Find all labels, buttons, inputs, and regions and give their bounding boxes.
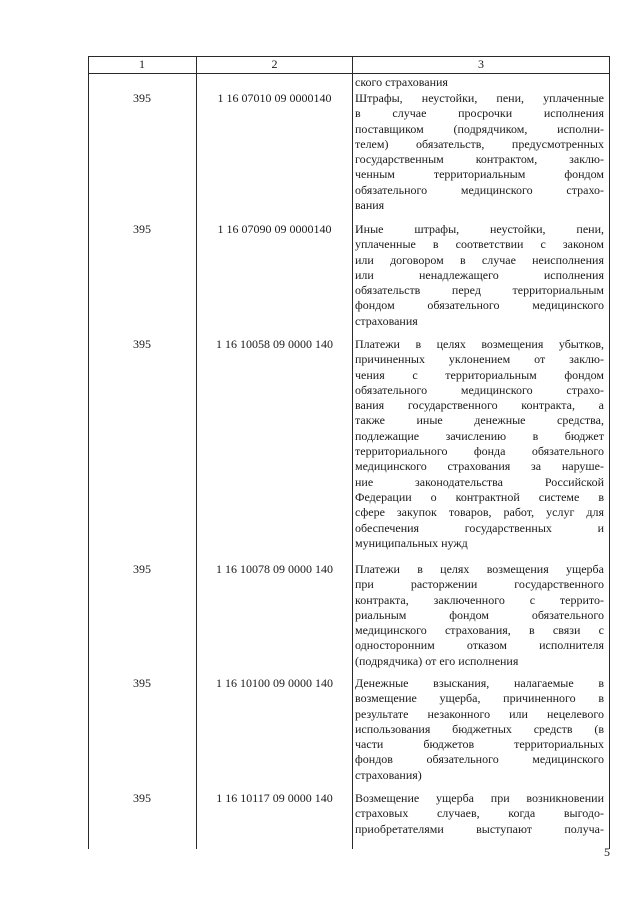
row-description <box>355 791 604 837</box>
text-line: Иные штрафы, неустойки, пени, <box>355 222 604 236</box>
text-line: телем) обязательств, предусмотренных <box>355 136 604 151</box>
admin-code: 395 <box>133 337 151 351</box>
admin-code: 395 <box>133 222 151 236</box>
text-line: фондом обязательного медицинского <box>355 298 604 313</box>
text-line: территориального фонда обязательного <box>355 444 604 459</box>
text-line: вания <box>355 198 385 213</box>
text-line: части бюджетов территориальных <box>355 737 604 752</box>
text-line: использования бюджетных средств (в <box>355 721 604 736</box>
text-line: сфере закупок товаров, работ, услуг для <box>355 505 604 520</box>
text-line: возмещение ущерба, причиненного в <box>355 691 604 706</box>
text-line: односторонним отказом исполнителя <box>355 638 604 653</box>
admin-code: 395 <box>133 791 151 805</box>
row-description <box>355 91 604 213</box>
text-line: или ненадлежащего исполнения <box>355 267 604 282</box>
text-line: Денежные взыскания, налагаемые в <box>355 676 604 690</box>
row-description <box>355 337 604 551</box>
text-line: обязательного медицинского страхо- <box>355 382 604 397</box>
text-line: при расторжении государственного <box>355 577 604 592</box>
row-description <box>355 676 604 783</box>
text-line: Штрафы, неустойки, пени, уплаченные <box>355 91 604 105</box>
kbk-code: 1 16 10100 09 0000 140 <box>216 676 333 690</box>
header-bottom-border <box>88 73 610 74</box>
text-line: (подрядчика) от его исполнения <box>355 653 519 668</box>
col2-right-border <box>352 56 353 849</box>
text-line: также иные денежные средства, <box>355 413 604 428</box>
text-line: контракта, заключенного с террито- <box>355 592 604 607</box>
text-line: поставщиком (подрядчиком, исполни- <box>355 121 604 136</box>
page-number: 5 <box>604 845 610 859</box>
text-line: медицинского страхования, в связи с <box>355 623 604 638</box>
text-line: страхования) <box>355 767 422 782</box>
text-line: Платежи в целях возмещения убытков, <box>355 337 604 351</box>
header-col3: 3 <box>478 57 484 71</box>
text-line: Федерации о контрактной системе в <box>355 489 604 504</box>
text-line: фондов обязательного медицинского <box>355 752 604 767</box>
text-line: подлежащие зачислению в бюджет <box>355 428 604 443</box>
admin-code: 395 <box>133 562 151 576</box>
text-line: Платежи в целях возмещения ущерба <box>355 562 604 576</box>
text-line: обеспечения государственных и <box>355 520 604 535</box>
text-line: причиненных уклонением от заклю- <box>355 352 604 367</box>
text-line: муниципальных нужд <box>355 535 468 550</box>
header-col1: 1 <box>139 57 145 71</box>
kbk-code: 1 16 07010 09 0000140 <box>217 91 332 105</box>
kbk-code: 1 16 10058 09 0000 140 <box>216 337 333 351</box>
col1-left-border <box>88 56 89 849</box>
text-line: государственным контрактом, заклю- <box>355 152 604 167</box>
admin-code: 395 <box>133 676 151 690</box>
row-description <box>355 562 604 669</box>
col3-right-border <box>609 56 610 849</box>
kbk-code: 1 16 07090 09 0000140 <box>217 222 332 236</box>
text-line: обязательств перед территориальным <box>355 283 604 298</box>
text-line: или договором в случае неисполнения <box>355 252 604 267</box>
kbk-code: 1 16 10078 09 0000 140 <box>216 562 333 576</box>
header-col2: 2 <box>271 57 278 71</box>
text-line: страхования <box>355 313 418 328</box>
row-description <box>355 222 604 329</box>
text-line: Возмещение ущерба при возникновении <box>355 791 604 805</box>
text-line: ченным территориальным фондом <box>355 167 604 182</box>
text-line: результате незаконного или нецелевого <box>355 706 604 721</box>
text-line: ского страхования <box>355 75 448 89</box>
text-line: ние законодательства Российской <box>355 474 604 489</box>
text-line: медицинского страхования за наруше- <box>355 459 604 474</box>
admin-code: 395 <box>133 91 151 105</box>
text-line: риальным фондом обязательного <box>355 607 604 622</box>
text-line: обязательного медицинского страхо- <box>355 182 604 197</box>
text-line: приобретателями выступают получа- <box>355 821 604 836</box>
kbk-code: 1 16 10117 09 0000 140 <box>216 791 333 805</box>
text-line: уплаченные в соответствии с законом <box>355 237 604 252</box>
continuation-text <box>355 75 604 90</box>
text-line: вания государственного контракта, а <box>355 398 604 413</box>
text-line: в случае просрочки исполнения <box>355 106 604 121</box>
text-line: страховых случаев, когда выгодо- <box>355 806 604 821</box>
text-line: чения с территориальным фондом <box>355 367 604 382</box>
col1-right-border <box>196 56 197 849</box>
